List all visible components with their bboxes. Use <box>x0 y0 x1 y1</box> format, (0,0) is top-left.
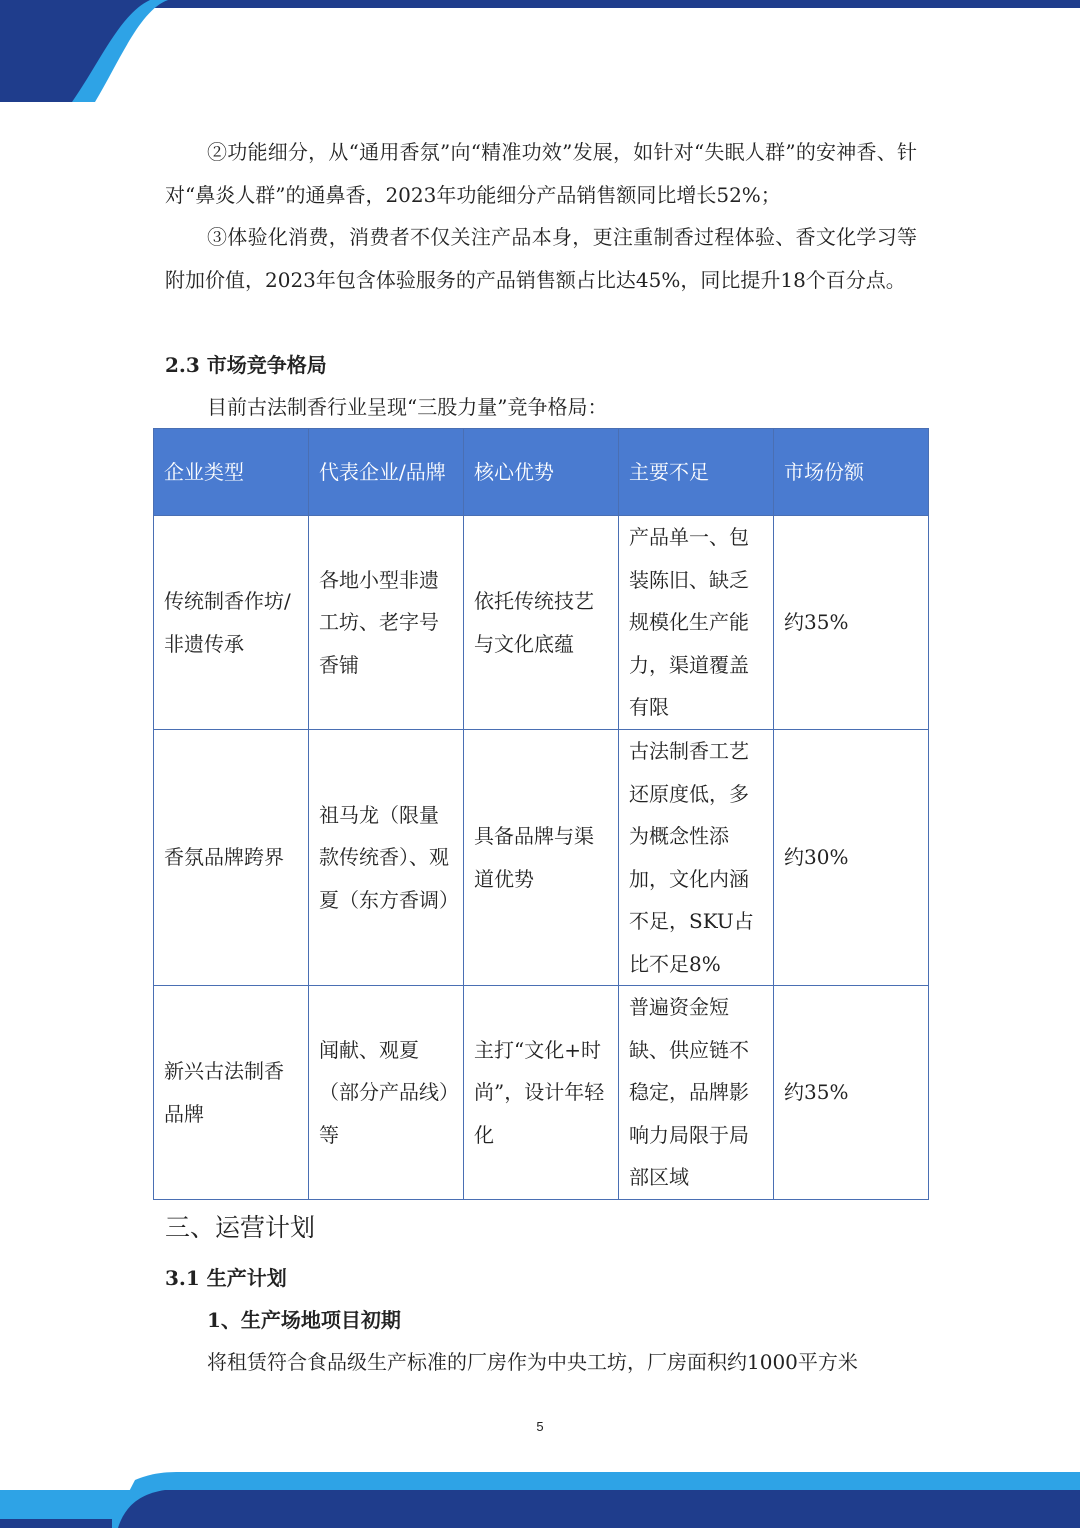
table-cell: 产品单一、包装陈旧、缺乏规模化生产能力，渠道覆盖有限 <box>619 516 774 730</box>
table-cell: 古法制香工艺还原度低，多为概念性添加，文化内涵不足，SKU占比不足8% <box>619 730 774 986</box>
section-heading-2-3: 2.3 市场竞争格局 <box>165 353 327 377</box>
table-row <box>154 516 929 730</box>
table-cell: 新兴古法制香品牌 <box>154 986 309 1200</box>
table-header-row <box>154 429 929 516</box>
table-cell: 各地小型非遗工坊、老字号香铺 <box>309 516 464 730</box>
table-cell: 约30% <box>774 730 929 986</box>
footer-decoration <box>0 1468 1080 1528</box>
table-header-cell: 核心优势 <box>464 429 619 516</box>
table-cell: 闻献、观夏（部分产品线）等 <box>309 986 464 1200</box>
header-decoration <box>0 0 1080 110</box>
subsection-heading-1: 1、生产场地项目初期 <box>207 1308 401 1332</box>
table-cell: 主打“文化+时尚”，设计年轻化 <box>464 986 619 1200</box>
table-row <box>154 730 929 986</box>
table-header-cell: 企业类型 <box>154 429 309 516</box>
table-cell: 具备品牌与渠道优势 <box>464 730 619 986</box>
table-cell: 普遍资金短缺、供应链不稳定，品牌影响力局限于局部区域 <box>619 986 774 1200</box>
section-heading-3-1: 3.1 生产计划 <box>165 1266 287 1290</box>
paragraph-experience-consumption: ③体验化消费，消费者不仅关注产品本身，更注重制香过程体验、香文化学习等附加价值，2023年包含体验服务的产品销售额占比达45%，同比提升18个百分点。 <box>165 225 917 292</box>
table-cell: 约35% <box>774 516 929 730</box>
chapter-heading-3: 三、运营计划 <box>165 1213 316 1242</box>
table-header-cell: 主要不足 <box>619 429 774 516</box>
table-cell: 依托传统技艺与文化底蕴 <box>464 516 619 730</box>
paragraph-function-segmentation: ②功能细分，从“通用香氛”向“精准功效”发展，如针对“失眠人群”的安神香、针对“鼻炎人群”的通鼻香，2023年功能细分产品销售额同比增长52%； <box>165 140 917 207</box>
table-intro: 目前古法制香行业呈现“三股力量”竞争格局： <box>207 395 608 419</box>
page-number: 5 <box>536 1419 544 1434</box>
table-header-cell: 市场份额 <box>774 429 929 516</box>
table-cell: 祖马龙（限量款传统香）、观夏（东方香调） <box>309 730 464 986</box>
competition-table <box>153 428 929 1200</box>
table-header-cell: 代表企业/品牌 <box>309 429 464 516</box>
table-cell: 传统制香作坊/非遗传承 <box>154 516 309 730</box>
table-cell: 香氛品牌跨界 <box>154 730 309 986</box>
table-cell: 约35% <box>774 986 929 1200</box>
table-row <box>154 986 929 1200</box>
paragraph-production-site: 将租赁符合食品级生产标准的厂房作为中央工坊，厂房面积约1000平方米 <box>207 1350 858 1374</box>
